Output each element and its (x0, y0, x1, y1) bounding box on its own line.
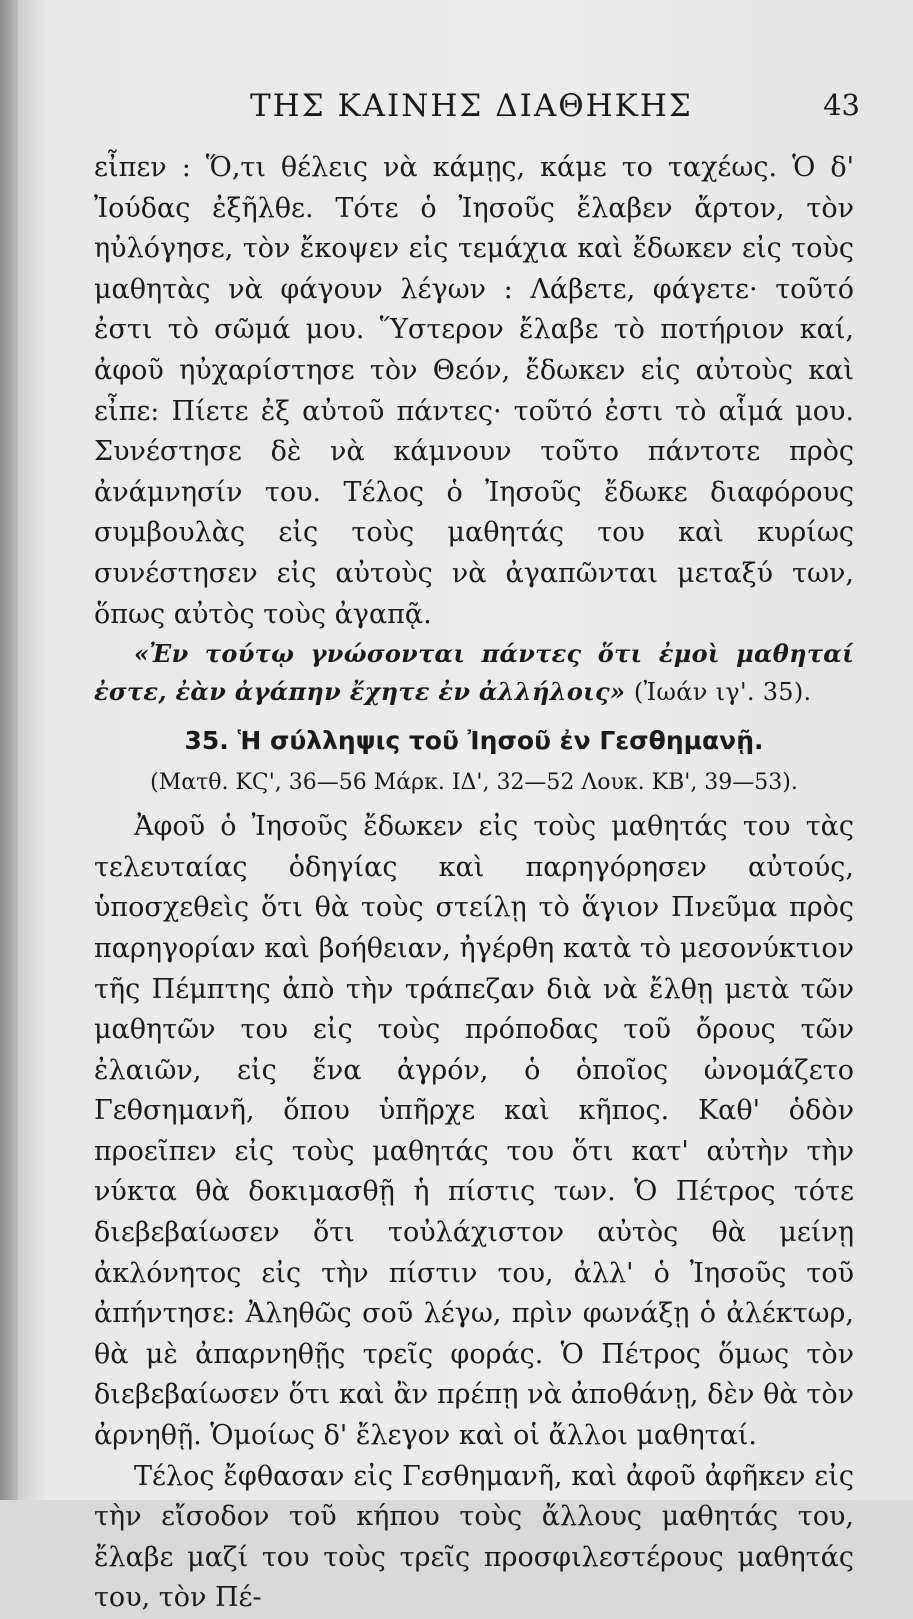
quote-text: «Ἐν τούτῳ γνώσονται πάντες ὅτι ἐμοὶ μαθηταί ἐστε, ἐὰν ἀγάπην ἔχητε ἐν ἀλλήλοις» (94, 639, 854, 707)
paragraph-2: Ἀφοῦ ὁ Ἰησοῦς ἔδωκεν εἰς τοὺς μαθητάς του τὰς τελευταίας ὁδηγίας καὶ παρηγόρησεν αὐτούς, ὑποσχεθεὶς ὅτι θὰ τοὺς στείλῃ τὸ ἅγιον Πνεῦμα πρὸς παρηγορίαν καὶ βοήθειαν, ἠγέρθη κατὰ τὸ μεσονύκτιον τῆς Πέμπτης ἀπὸ τὴν τράπεζαν διὰ νὰ ἔλθῃ μετὰ τῶν μαθητῶν του εἰς τοὺς πρόποδας τοῦ ὄρους τῶν ἐλαιῶν, εἰς ἕνα ἀγρόν, ὁ ὁποῖος ὠνομάζετο Γεθσημανῆ, ὅπου ὑπῆρχε καὶ κῆπος. Καθ' ὁδὸν προεῖπεν εἰς τοὺς μαθητάς του ὅτι κατ' αὐτὴν τὴν νύκτα θὰ δοκιμασθῇ ἡ πίστις των. Ὁ Πέτρος τότε διεβεβαίωσεν ὅτι τοὐλάχιστον αὐτὸς θὰ μείνῃ ἀκλόνητος εἰς τὴν πίστιν του, ἀλλ' ὁ Ἰησοῦς τοῦ ἀπήντησε: Ἀληθῶς σοῦ λέγω, πρὶν φωνάξῃ ὁ ἀλέκτωρ, θὰ μὲ ἀπαρνηθῇς τρεῖς φοράς. Ὁ Πέτρος ὅμως τὸν διεβεβαίωσεν ὅτι καὶ ἂν πρέπῃ νὰ ἀποθάνῃ, δὲν θὰ τὸν ἀρνηθῇ. Ὁμοίως δ' ἔλεγον καὶ οἱ ἄλλοι μαθηταί. (94, 811, 854, 1452)
page-body (94, 148, 854, 1619)
page-header (100, 88, 860, 128)
scripture-quote (94, 635, 854, 711)
book-gutter (0, 0, 18, 1500)
page-number: 43 (823, 88, 860, 122)
section-references: (Ματθ. ΚϚ', 36—56 Μάρκ. ΙΔ', 32—52 Λουκ. ΚΒ', 39—53). (150, 770, 798, 796)
running-title: ΤΗΣ ΚΑΙΝΗΣ ΔΙΑΘΗΚΗΣ (250, 88, 693, 124)
paragraph-1: εἶπεν : Ὅ,τι θέλεις νὰ κάμῃς, κάμε το ταχέως. Ὁ δ' Ἰούδας ἐξῆλθε. Τότε ὁ Ἰησοῦς ἔλαβεν ἄρτον, τὸν ηὐλόγησε, τὸν ἔκοψεν εἰς τεμάχια καὶ ἔδωκεν εἰς τοὺς μαθητὰς νὰ φάγουν λέγων : Λάβετε, φάγετε· τοῦτό ἐστι τὸ σῶμά μου. Ὕστερον ἔλαβε τὸ ποτήριον καί, ἀφοῦ ηὐχαρίστησε τὸν Θεόν, ἔδωκεν εἰς αὐτοὺς καὶ εἶπε: Πίετε ἐξ αὐτοῦ πάντες· τοῦτό ἐστι τὸ αἷμά μου. Συνέστησε δὲ νὰ κάμνουν τοῦτο πάντοτε πρὸς ἀνάμνησίν του. Τέλος ὁ Ἰησοῦς ἔδωκε διαφόρους συμβουλὰς εἰς τοὺς μαθητάς του καὶ κυρίως συνέστησεν εἰς αὐτοὺς νὰ ἀγαπῶνται μεταξύ των, ὅπως αὐτὸς τοὺς ἀγαπᾷ. (94, 152, 854, 630)
section-title: 35. Ἡ σύλληψις τοῦ Ἰησοῦ ἐν Γεσθημανῇ. (184, 726, 764, 756)
paragraph-3: Τέλος ἔφθασαν εἰς Γεσθημανῆ, καὶ ἀφοῦ ἀφῆκεν εἰς τὴν εἴσοδον τοῦ κήπου τοὺς ἄλλους μαθητάς του, ἔλαβε μαζί του τοὺς τρεῖς προσφιλεστέρους μαθητάς του, τὸν Πέ- (94, 1460, 854, 1614)
quote-reference: (Ἰωάν ιγ'. 35). (633, 678, 812, 707)
